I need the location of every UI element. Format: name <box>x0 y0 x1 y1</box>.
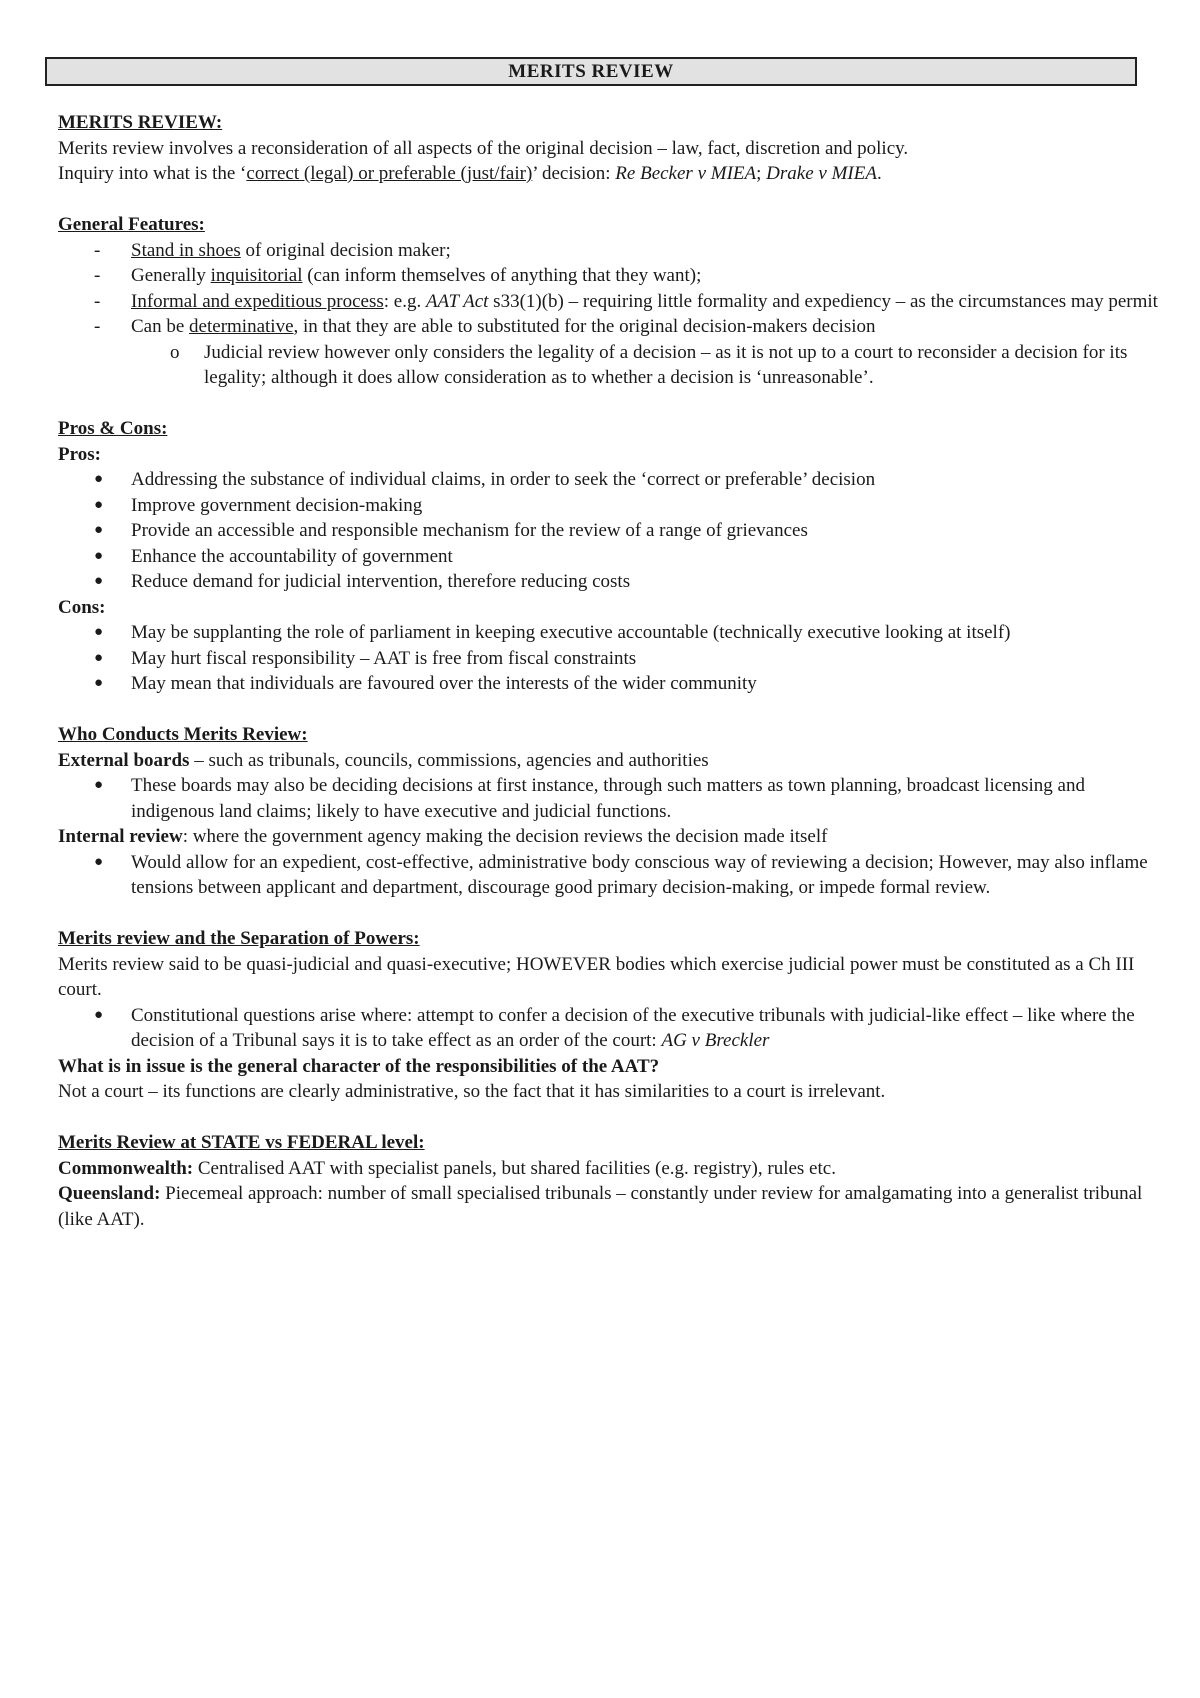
text-run: May be supplanting the role of parliament in keeping executive accountable (technically executive looking at itself) <box>131 622 1011 643</box>
text-run: Improve government decision-making <box>131 494 423 516</box>
bullet-marker: ● <box>94 471 104 487</box>
section-heading-general-features: General Features: <box>58 214 205 235</box>
bullet-marker: ● <box>94 853 104 870</box>
bullet-marker: ● <box>94 1006 104 1023</box>
separation-question: What is in issue is the general character of the responsibilities of the AAT? <box>58 1055 660 1077</box>
dash-marker: - <box>94 239 101 261</box>
list-item <box>58 646 1158 672</box>
text-run: Commonwealth: <box>58 1157 194 1179</box>
case-citation: AG v Breckler <box>661 1030 770 1051</box>
dash-marker: - <box>94 316 101 337</box>
bullet-marker: ● <box>94 547 104 564</box>
list-item <box>58 1003 1158 1054</box>
bullet-marker: ● <box>94 777 104 793</box>
internal-list <box>58 850 1158 901</box>
list-item <box>58 544 1158 570</box>
bullet-marker: ● <box>94 522 104 538</box>
text-run: : where the government agency making the decision reviews the decision made itself <box>182 826 828 847</box>
dash-marker: - <box>94 290 101 312</box>
text-run: Generally <box>131 265 211 286</box>
text-run: . <box>876 163 882 184</box>
pros-label: Pros: <box>58 443 101 465</box>
text-run: Provide an accessible and responsible mechanism for the review of a range of grievances <box>131 520 808 541</box>
text-run: Constitutional questions arise where: attempt to confer a decision of the executive tribunals with judicial-like effect – like where the decision of a Tribunal says it is to take effect as an order of the court: <box>131 1004 1135 1051</box>
bullet-marker: ● <box>94 573 104 589</box>
text-run: determinative <box>189 316 294 337</box>
separation-answer: Not a court – its functions are clearly administrative, so the fact that it has similarities to a court is irrelevant. <box>58 1081 886 1102</box>
text-run: (can inform themselves of anything that they want); <box>302 265 702 286</box>
text-run: Centralised AAT with specialist panels, but shared facilities (e.g. registry), rules etc. <box>193 1157 836 1179</box>
text-run: These boards may also be deciding decisions at first instance, through such matters as town planning, broadcast licensing and indigenous land claims; likely to have executive and judicial functions. <box>131 775 1085 822</box>
text-run: ’ decision: <box>532 163 616 184</box>
text-run: correct (legal) or preferable (just/fair) <box>246 163 533 184</box>
text-run: ; <box>756 163 767 184</box>
text-run: Inquiry into what is the ‘ <box>58 163 247 184</box>
text-run: External boards <box>58 749 190 771</box>
text-run: of original decision maker; <box>240 239 451 261</box>
text-run: inquisitorial <box>210 265 303 286</box>
text-run: Reduce demand for judicial intervention, therefore reducing costs <box>131 571 631 592</box>
text-run: – such as tribunals, councils, commissions, agencies and authorities <box>189 749 709 771</box>
document-body <box>58 110 1158 1232</box>
bullet-marker: ● <box>94 496 104 513</box>
case-citation: Drake v MIEA <box>766 163 877 184</box>
list-item <box>58 518 1158 544</box>
text-run: Addressing the substance of individual claims, in order to seek the ‘correct or preferable’ decision <box>131 469 876 490</box>
text-run: May hurt fiscal responsibility – AAT is free from fiscal constraints <box>131 647 637 669</box>
text-run: Would allow for an expedient, cost-effective, administrative body conscious way of reviewing a decision; However, may also inflame tensions between applicant and department, discourage good primary decision-making, or impede formal review. <box>131 851 1148 898</box>
list-item <box>58 289 1158 315</box>
external-list <box>58 773 1158 824</box>
list-item <box>58 263 1158 289</box>
cons-list <box>58 620 1158 697</box>
bullet-marker: ● <box>94 675 104 691</box>
text-run: Piecemeal approach: number of small specialised tribunals – constantly under review for amalgamating into a generalist tribunal (like AAT). <box>58 1183 1143 1230</box>
list-item <box>58 493 1158 519</box>
features-list <box>58 238 1158 391</box>
separation-list <box>58 1003 1158 1054</box>
dash-marker: - <box>94 265 101 286</box>
intro-line-2 <box>58 161 1158 187</box>
list-item <box>58 671 1158 697</box>
text-run: Queensland: <box>58 1183 161 1204</box>
intro-line-1: Merits review involves a reconsideration of all aspects of the original decision – law, fact, discretion and policy. <box>58 137 909 159</box>
external-boards-line <box>58 748 1158 774</box>
separation-line-1: Merits review said to be quasi-judicial and quasi-executive; HOWEVER bodies which exercise judicial power must be constituted as a Ch III court. <box>58 953 1135 1000</box>
text-run: Internal review <box>58 826 183 847</box>
list-item <box>58 314 1158 340</box>
cons-label: Cons: <box>58 596 106 618</box>
text-run: Can be <box>131 316 190 337</box>
section-heading-who-conducts: Who Conducts Merits Review: <box>58 724 308 745</box>
case-citation: Re Becker v MIEA <box>615 163 757 184</box>
page-title: MERITS REVIEW <box>45 57 1137 86</box>
list-item <box>58 620 1158 646</box>
section-heading-separation-of-powers: Merits review and the Separation of Powers: <box>58 928 420 949</box>
circle-marker: o <box>170 341 180 363</box>
section-heading-state-federal: Merits Review at STATE vs FEDERAL level: <box>58 1132 425 1153</box>
bullet-marker: ● <box>94 649 104 666</box>
commonwealth-line <box>58 1156 1158 1182</box>
text-run: : e.g. <box>383 290 426 312</box>
section-heading-pros-cons: Pros & Cons: <box>58 418 168 439</box>
pros-list <box>58 467 1158 595</box>
text-run: Informal and expeditious process <box>131 290 384 312</box>
internal-review-line <box>58 824 1158 850</box>
text-run: Enhance the accountability of government <box>131 545 453 567</box>
list-item <box>58 569 1158 595</box>
text-run: s33(1)(b) – requiring little formality and expediency – as the circumstances may permit <box>488 290 1158 312</box>
list-item <box>58 850 1158 901</box>
list-item <box>58 773 1158 824</box>
act-citation: AAT Act <box>425 290 489 312</box>
sub-list-item <box>58 340 1158 391</box>
section-heading-merits-review: MERITS REVIEW: <box>58 112 223 133</box>
list-item <box>58 238 1158 264</box>
text-run: , in that they are able to substituted for the original decision-makers decision <box>293 316 876 337</box>
text-run: Stand in shoes <box>131 239 241 261</box>
bullet-marker: ● <box>94 624 104 640</box>
queensland-line <box>58 1181 1158 1232</box>
text-run: Judicial review however only considers the legality of a decision – as it is not up to a court to reconsider a decision for its legality; although it does allow consideration as to whether a decision is ‘unreasonable’. <box>204 341 1128 388</box>
text-run: May mean that individuals are favoured over the interests of the wider community <box>131 673 757 694</box>
list-item <box>58 467 1158 493</box>
